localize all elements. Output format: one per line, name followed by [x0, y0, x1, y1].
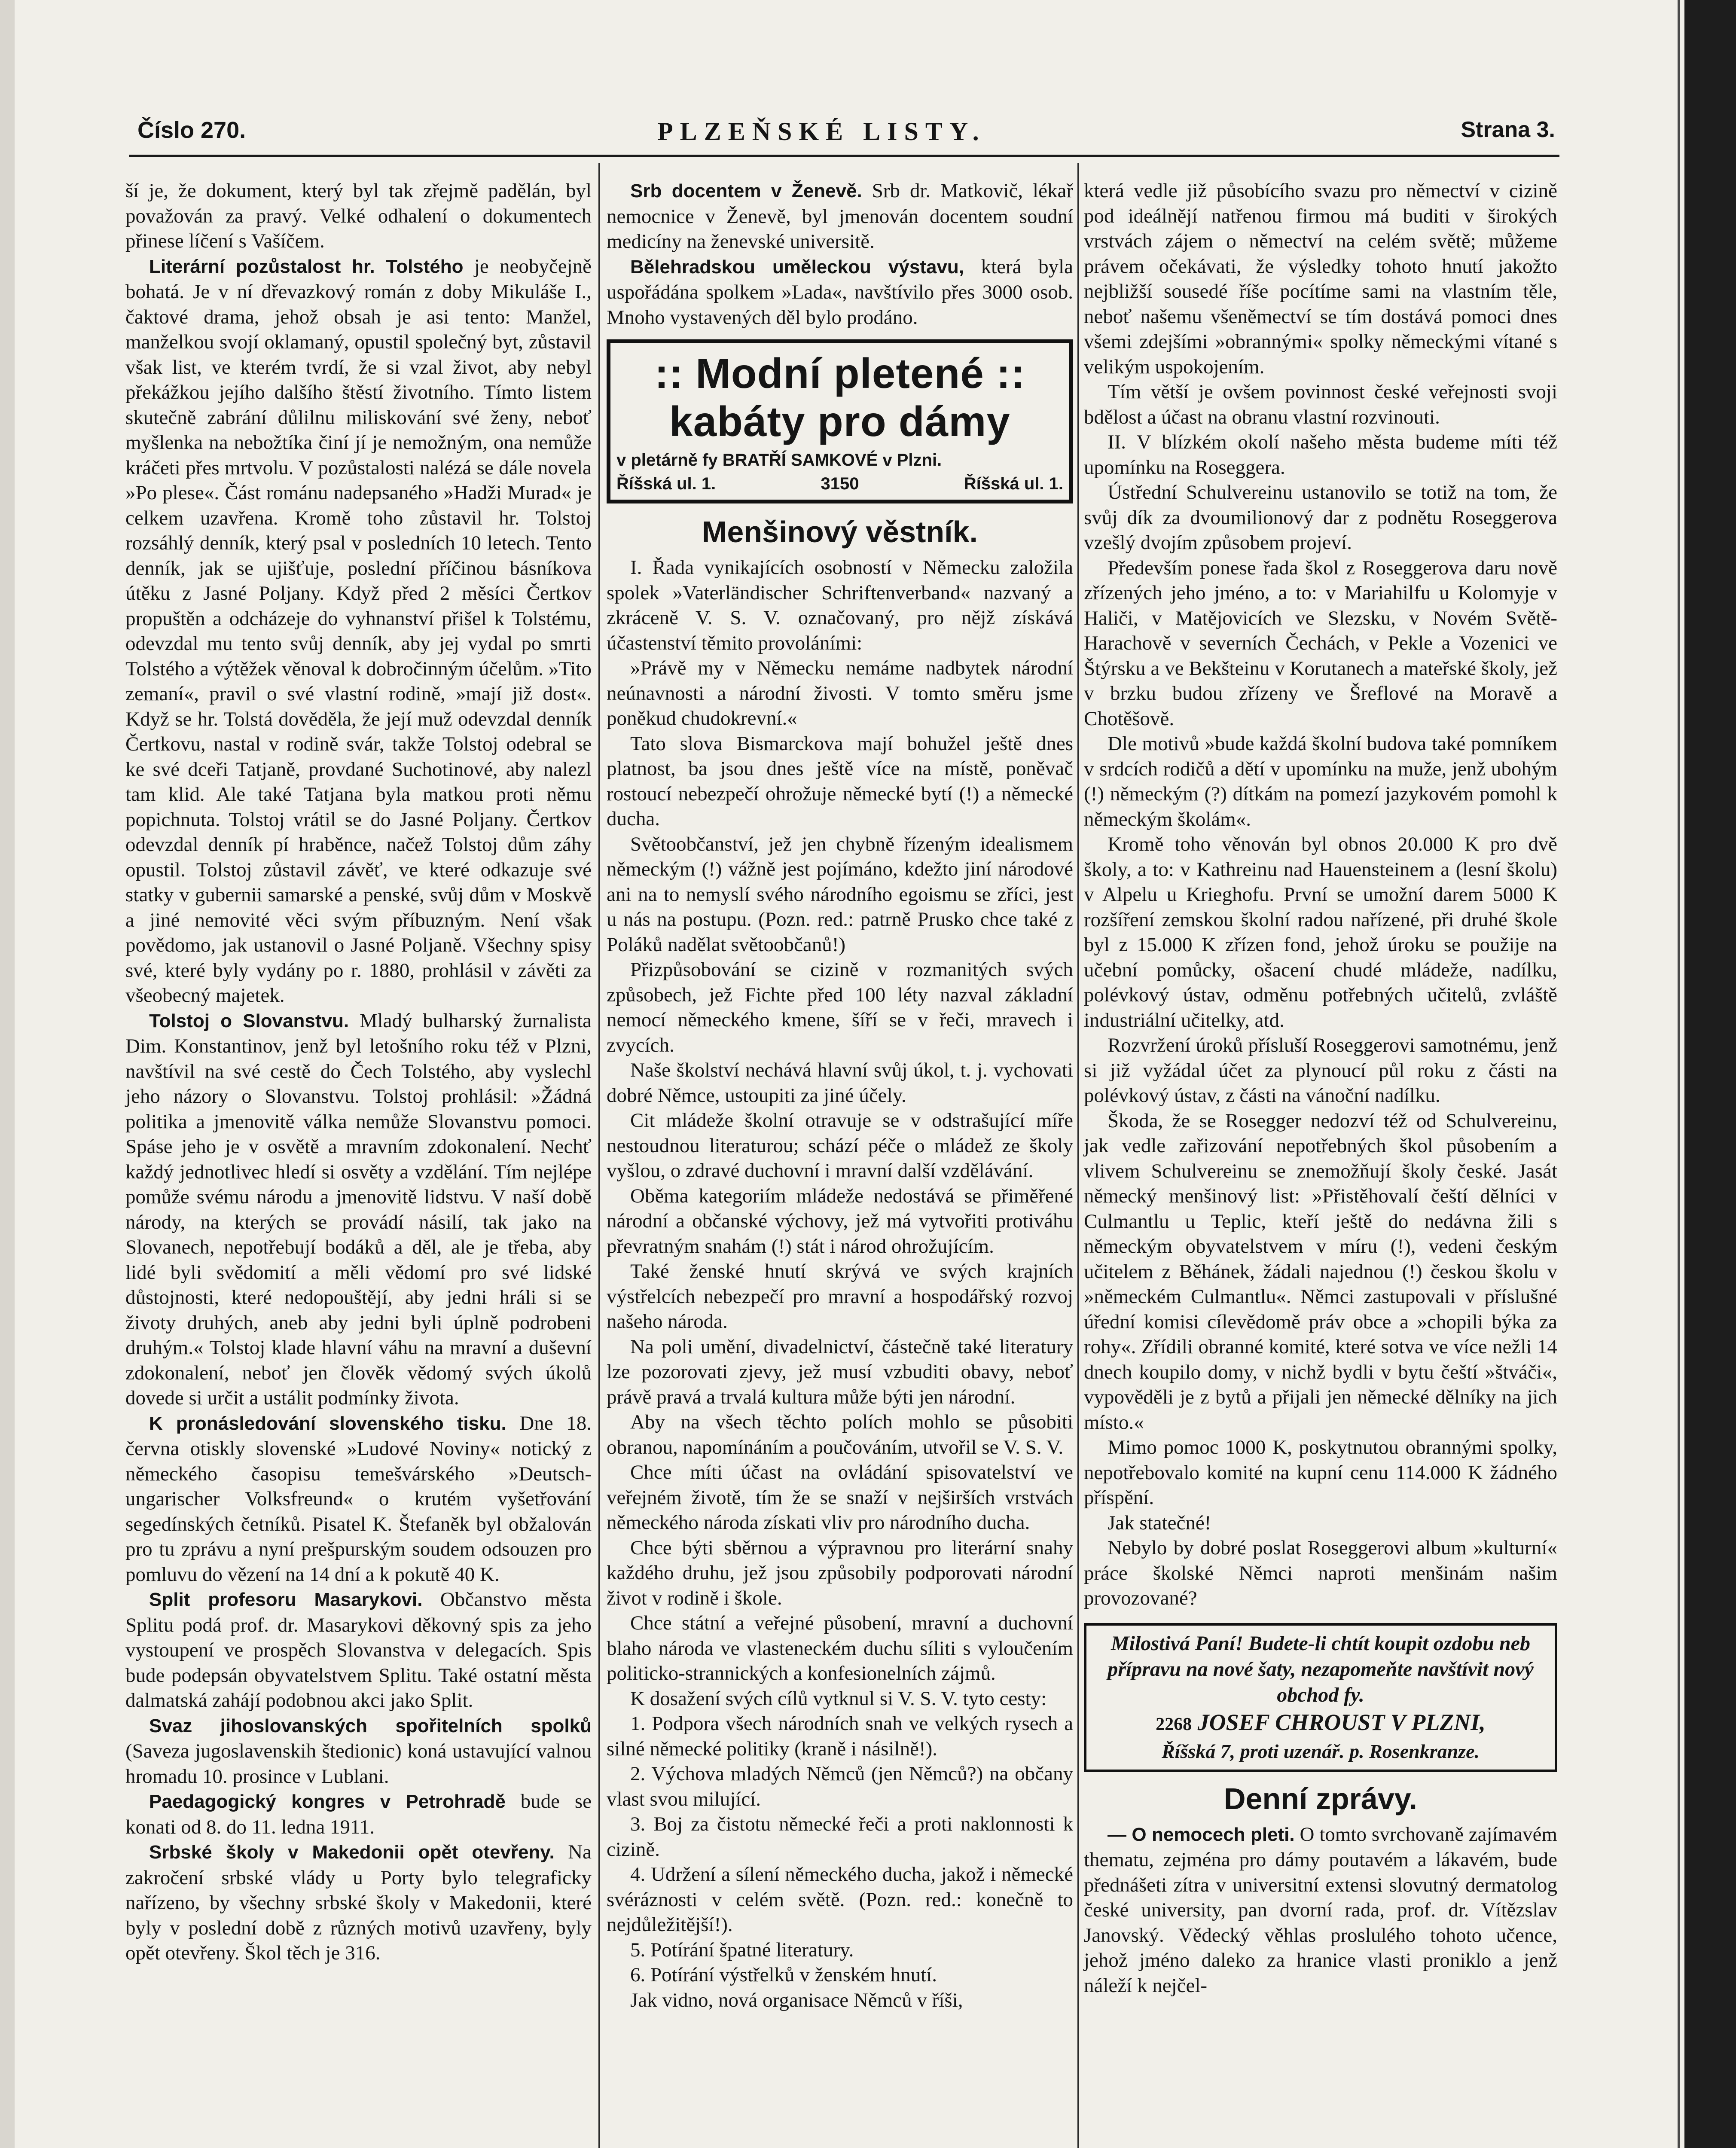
article-headline: Svaz jihoslovanských spořitelních spolků [149, 1715, 592, 1736]
article-paragraph: Jak vidno, nová organisace Němců v říši, [630, 1989, 963, 2011]
column-divider [1077, 163, 1079, 2148]
column-3 [1084, 178, 1557, 1998]
ad-text: Milostivá Paní! Budete-li chtít koupit ozdobu neb přípravu na nové šaty, nezapomeňte navštívit nový obchod fy. [1108, 1632, 1534, 1706]
scan-edge-left [0, 0, 15, 2148]
article-paragraph: která vedle již působícího svazu pro němectví v cizině pod ideálnějí natřenou firmou má buditi v širokých vrstvách zájem o němectví na celém světě; můžeme právem očekávati, že výsledky tohoto hnutí jakožto nejbližší sousedé říše pocítíme sami na vlastním těle, neboť našemu všeněmectví se tím dostává pomoci dnes všemi zdejšími »obrannými« spolky německými vítané s velikým uspokojením. [1084, 180, 1557, 378]
section-title: Denní zprávy. [1224, 1782, 1417, 1815]
article-paragraph: Rozvržení úroků přísluší Roseggerovi samotnému, jenž si již vyžádal účet za plynoucí půl roku z části na polévkový ústav, z části na vánoční nadílku. [1084, 1034, 1557, 1107]
article-paragraph: Přizpůsobování se cizině v rozmanitých svých způsobech, jež Fichte před 100 léty nazval základní nemocí německého kmene, šíří se v řeči, mravech i zvycích. [607, 958, 1073, 1056]
column-2 [607, 178, 1073, 2013]
list-item: 1. Podpora všech národních snah ve velkých rysech a silné německé politiky (kraně i násilně!). [607, 1712, 1073, 1760]
article-headline: Split profesoru Masarykovi. [149, 1589, 423, 1610]
ad-number: 2268 [1156, 1714, 1192, 1734]
article-paragraph: Literární pozůstalost hr. Tolstého je neobyčejně bohatá. Je v ní dřevazkový román z doby Mikuláše I., čaktové drama, jehož obsah je asi tento: Manžel, manželkou svojí oklamaný, opustil společný byt, zůstavil však list, ve kterém tvrdí, že si vzal život, aby nebyl překážkou jejího dalšího štěstí životního. Tímto listem skutečně zabrání důlilnu miliskování své ženy, neboť myšlenka na nebožtíka činí jí je nemožným, ona nemůže kráčeti přes mrtvolu. V pozůstalosti nalézá se dále novela »Po plese«. Část románu nadepsaného »Hadži Murad« je celkem uzavřena. Kromě toho zůstavil hr. Tolstoj rozsáhlý denník, který psal v posledních 10 letech. Tento denník, jak se ujišťuje, poslední příčinou básníkova útěku z Jasné Poljany. Když před 2 měsíci Čertkov propuštěn a odcházeje do vyhnanství přišel k Tolstému, odevzdal mu tento svůj denník, aby jej vydal po smrti Tolstého a výtěžek věnoval k dobročinným účelům. »Tito zemaní«, pravil o své vlastní rodině, »mají již dost«. Když se hr. Tolstá dověděla, že její muž odevzdal denník Čertkovu, nastal v rodině svár, takže Tolstoj odebral se ke své dceři Tatjaně, provdané Suchotinové, aby nalezl tam klid. Ale také Tatjana byla matkou proti němu popichnuta. Tolstoj vrátil se do Jasné Poljany. Čertkov odevzdal denník pí hraběnce, načež Tolstoj dům záhy opustil. Tolstoj zůstavil závěť, ve které odkazuje své statky v gubernii samarské a penské, svůj dům v Moskvě a jiné nemovité věci svým příbuzným. Není však povědomo, jak ustanovil o Jasné Poljaně. Všechny spisy své, které byly vydány po r. 1880, prohlásil v závěti za všeobecný majetek. [125, 255, 592, 1007]
article-paragraph: Jak statečné! [1108, 1511, 1211, 1534]
article-paragraph: Ústřední Schulvereinu ustanovilo se totiž na tom, že svůj dík za dvoumilionový dar z podnětu Roseggerova vzešlý dvojím způsobem projeví. [1084, 481, 1557, 554]
article-paragraph: Chce býti sběrnou a výpravnou pro literární snahy každého druhu, jež jsou způsobily podporovati národní život v rodině i škole. [607, 1536, 1073, 1609]
article-headline: — O nemocech pleti. [1108, 1824, 1295, 1845]
newspaper-title: PLZEŇSKÉ LISTY. [657, 117, 986, 146]
list-item: 2. Výchova mladých Němců (jen Němců?) na občany vlast svou milující. [607, 1763, 1073, 1810]
ad-address-row [616, 472, 1063, 495]
article-paragraph: Tolstoj o Slovanstvu. Mladý bulharský žurnalista Dim. Konstantinov, jenž byl letošního roku též v Plzni, navštívil na své cestě do Čech Tolstého, aby vyslechl jeho názory o Slovanstvu. Tolstoj prohlásil: »Žádná politika a jmenovitě válka nemůže Slovanstvu pomoci. Spáse jeho je v osvětě a mravním zdokonalení. Nechť každý jednotlivec hledí si osvěty a vzdělání. Tím nejlépe pomůže svému národu a jmenovitě lidstvu. V naší době národy, na kterých se provádí násilí, tak jako na Slovanech, nepotřebují bodáků a děl, ale je třeba, aby lidé byli svědomití a měli vědomí pro své lidské důstojnosti, které nedopouštějí, aby jedni hráli si se životy druhých, aneb aby jedni byli úplně podrobeni druhým.« Tolstoj klade hlavní váhu na mravní a duševní zdokonalení, neboť jen člověk vědomý svých úkolů dovede si určit a ustálit podmínky života. [125, 1009, 592, 1409]
article-paragraph: Především ponese řada škol z Roseggerova daru nově zřízených jeho jméno, a to: v Mariahilfu u Kolomyje v Haliči, v Matějovicích ve Slezsku, v Novém Světě-Harachově v severních Čechách, v Pekle a Vozenici ve Štýrsku a ve Bekšteinu v Korutanech a mateřské školy, jež v brzku budou zřízeny ve Šreflové na Moravě a Chotěšově. [1084, 556, 1557, 730]
article-paragraph: Split profesoru Masarykovi. Občanstvo města Splitu podá prof. dr. Masarykovi děkovný spis za jeho vystoupení ve prospěch Slovanstva v delegacích. Spis bude podepsán obyvatelstvem Splitu. Také ostatní města dalmatská zahájí podobnou akci jako Split. [125, 1588, 592, 1712]
article-paragraph: Tím větší je ovšem povinnost české veřejnosti svoji bdělost a účast na obranu vlastní rozvinouti. [1084, 381, 1557, 428]
article-paragraph: Oběma kategoriím mládeže nedostává se přiměřené národní a občanské výchovy, jež má vytvořiti protiváhu převratným snahám (!) stát i národ ohrožujícím. [607, 1184, 1073, 1257]
article-paragraph: ší je, že dokument, který byl tak zřejmě padělán, byl považován za pravý. Velké odhalení o dokumentech přinese líčení s Vašíčem. [125, 180, 592, 252]
issue-number: Číslo 270. [137, 117, 246, 143]
ad-address: Říšská ul. 1. [616, 474, 716, 493]
article-paragraph: Také ženské hnutí skrývá ve svých krajních výstřelcích nebezpečí pro mravní a hospodářský rozvoj našeho národa. [607, 1260, 1073, 1333]
article-headline: Paedagogický kongres v Petrohradě [149, 1791, 506, 1812]
ad-address: Říšská ul. 1. [964, 474, 1063, 493]
article-paragraph: »Právě my v Německu nemáme nadbytek národní neúnavnosti a národní živosti. V tomto směru jsme poněkud chudokrevní.« [607, 657, 1073, 729]
list-item: 3. Boj za čistotu německé řeči a proti naklonnosti k cizině. [607, 1813, 1073, 1861]
article-paragraph: — O nemocech pleti. O tomto svrchovaně zajímavém thematu, zejména pro dámy poutavém a lákavém, bude přednášeti zítra v universitní extensi slovutný dermatolog české university, pan dvorní rada, prof. dr. Vítězslav Janovský. Vědecký věhlas proslulého tohoto učence, jehož jméno daleko za hranice vlasti proniklo a jenž náleží k nejčel- [1084, 1823, 1557, 1997]
article-headline: Srb docentem v Ženevě. [630, 180, 862, 201]
article-headline: K pronásledování slovenského tisku. [149, 1413, 506, 1434]
article-paragraph: Naše školství nechává hlavní svůj úkol, t. j. vychovati dobré Němce, ustoupiti za jiné účely. [607, 1059, 1073, 1107]
ad-headline: kabáty pro dámy [669, 398, 1010, 445]
article-paragraph: Paedagogický kongres v Petrohradě bude se konati od 8. do 11. ledna 1911. [125, 1790, 592, 1838]
ad-address: Říšská 7, proti uzenář. p. Rosenkranze. [1162, 1740, 1480, 1762]
article-headline: Literární pozůstalost hr. Tolstého [149, 256, 464, 277]
advertisement-coats [607, 339, 1073, 503]
section-title: Menšinový věstník. [702, 515, 978, 549]
ad-number: 3150 [821, 474, 859, 493]
article-paragraph: K pronásledování slovenského tisku. Dne 18. června otiskly slovenské »Ludové Noviny« notický z německého časopisu temešvárského »Deutsch-ungarischer Volksfreund« o krutém vyšetřování segedínských četníků. Pisatel K. Štefaněk byl obžalován pro tu zprávu a nyní prešpurským soudem odsouzen pro pomluvu do vězení na 14 dní a k pokutě 40 K. [125, 1412, 592, 1586]
article-paragraph: Mimo pomoc 1000 K, poskytnutou obrannými spolky, nepotřebovalo komité na kupní cenu 114.000 K žádného příspění. [1084, 1436, 1557, 1509]
article-paragraph: Bělehradskou uměleckou výstavu, která byla uspořádána spolkem »Lada«, navštívilo přes 3000 osob. Mnoho vystavených děl bylo prodáno. [607, 255, 1073, 329]
ad-firm-row [1093, 1708, 1548, 1739]
page-number: Strana 3. [1461, 117, 1555, 142]
column-1 [125, 178, 592, 1966]
article-paragraph: Světoobčanství, jež jen chybně řízeným idealismem německým (!) vážně jest pojímáno, kdežto jiní národové ani na to nemyslí svého národního egoismu se zříci, jest u nás na postupu. (Pozn. red.: patrně Prusko chce také z Poláků nadělat světoobčanů!) [607, 833, 1073, 956]
article-paragraph: K dosažení svých cílů vytknul si V. S. V. tyto cesty: [630, 1687, 1047, 1710]
advertisement-chroust [1084, 1623, 1557, 1772]
article-paragraph: II. V blízkém okolí našeho města budeme míti též upomínku na Roseggera. [1084, 431, 1557, 479]
article-paragraph: Dle motivů »bude každá školní budova také pomníkem v srdcích rodičů a dětí v upomínku na muže, jenž ubohým (!) německým (?) dítkám na pomezí jazykovém pomohl k německým školám«. [1084, 732, 1557, 830]
ad-firm: v pletárně fy BRATŘÍ SAMKOVÉ v Plzni. [616, 451, 942, 470]
article-paragraph: Chce míti účast na ovládání spisovatelství ve veřejném životě, tím že se snaží v nejširších vrstvách německého národa získati vliv pro národního ducha. [607, 1461, 1073, 1534]
article-paragraph: I. Řada vynikajících osobností v Německu založila spolek »Vaterländischer Schriftenverband« nazvaný a zkráceně V. S. V. označovaný, pro nějž získává účastenství těmito provoláními: [607, 556, 1073, 654]
article-paragraph: Srb docentem v Ženevě. Srb dr. Matkovič, lékař nemocnice v Ženevě, byl jmenován docentem soudní medicíny na ženevské universitě. [607, 180, 1073, 253]
scan-edge-right [1684, 0, 1736, 2148]
list-item: 5. Potírání špatné literatury. [630, 1938, 854, 1961]
page-header [137, 117, 1555, 156]
ad-firm: JOSEF CHROUST V PLZNI, [1197, 1709, 1486, 1735]
article-paragraph: Na poli umění, divadelnictví, částečně také literatury lze pozorovati zjevy, jež musí vzbuditi obavy, neboť právě pravá a trvalá kultura může býti jen národní. [607, 1335, 1073, 1408]
article-paragraph: Chce státní a veřejné působení, mravní a duchovní blaho národa ve vlasteneckém duchu síliti s vyloučením politicko-strannických a konfesionelních zájmů. [607, 1612, 1073, 1684]
column-divider [598, 163, 600, 2148]
article-headline: Srbské školy v Makedonii opět otevřeny. [149, 1842, 555, 1863]
article-paragraph: Nebylo by dobré poslat Roseggerovi album »kulturní« práce školské Němci naproti menšinám našim provozované? [1084, 1537, 1557, 1609]
scan-edge-line [1678, 0, 1680, 2148]
header-rule [129, 155, 1559, 157]
article-paragraph: Svaz jihoslovanských spořitelních spolků (Saveza jugoslavenskih štedionic) koná ustavující valnou hromadu 10. prosince v Lublani. [125, 1715, 592, 1788]
article-paragraph: Cit mládeže školní otravuje se v odstrašující míře nestoudnou literaturou; schází péče o mládež ze školy vyšlou, o zdravé duchovní i mravní další vzdělávání. [607, 1109, 1073, 1182]
article-headline: Bělehradskou uměleckou výstavu, [630, 256, 964, 278]
article-paragraph: Kromě toho věnován byl obnos 20.000 K pro dvě školy, a to: v Kathreinu nad Hauensteinem a (lesní školu) v Alpelu u Krieghofu. První se umožní darem 5000 K rozšíření zemskou školní radou nařízené, při druhé škole byl z 15.000 K zřízen fond, jehož úroku se použije na učební pomůcky, ošacení chudé mládeže, nadílku, polévkový ústav, odměnu potřebných učitelů, zvláště industriální učitelky, atd. [1084, 833, 1557, 1031]
ad-headline: :: Modní pletené :: [654, 350, 1025, 397]
article-paragraph: Tato slova Bismarckova mají bohužel ještě dnes platnost, ba jsou dnes ještě více na místě, poněvač rostoucí nebezpečí ohrožuje německé bytí (!) a německé ducha. [607, 732, 1073, 830]
article-headline: Tolstoj o Slovanstvu. [149, 1010, 349, 1031]
list-item: 4. Udržení a sílení německého ducha, jakož i německé svéráznosti v celém světě. (Pozn. red.: konečně to nejdůležitější!). [607, 1863, 1073, 1936]
article-paragraph: Srbské školy v Makedonii opět otevřeny. Na zakročení srbské vlády u Porty bylo telegraficky nařízeno, by všechny srbské školy v Makedonii, které byly v poslední době z různých motivů uzavřeny, byly opět otevřeny. Škol těch je 316. [125, 1841, 592, 1964]
article-paragraph: Škoda, že se Rosegger nedozví též od Schulvereinu, jak vedle zařizování nepotřebných škol působením a vlivem Schulvereinu se znemožňují školy české. Jasát německý menšinový list: »Přistěhovalí čeští dělníci v Culmantlu u Teplic, kteří ještě do nedávna žili s německým obyvatelstvem v míru (!), vedeni českým učitelem z Běhánek, žádali najednou (!) českou školu v »německém Culmantlu«. Němci zastupovali v příslušné úřední komisi cílevědomě práv obce a »chopili býka za rohy«. Zřídili obranné komité, které sotva ve více nežli 14 dnech koupilo domy, v nichž bydli v bytu čeští »štváči«, vypověděli je z bytů a přijali jen německé dělníky na jich místo.« [1084, 1109, 1557, 1434]
list-item: 6. Potírání výstřelků v ženském hnutí. [630, 1964, 937, 1986]
article-paragraph: Aby na všech těchto polích mohlo se působiti obranou, napomínáním a poučováním, utvořil se V. S. V. [607, 1411, 1073, 1458]
